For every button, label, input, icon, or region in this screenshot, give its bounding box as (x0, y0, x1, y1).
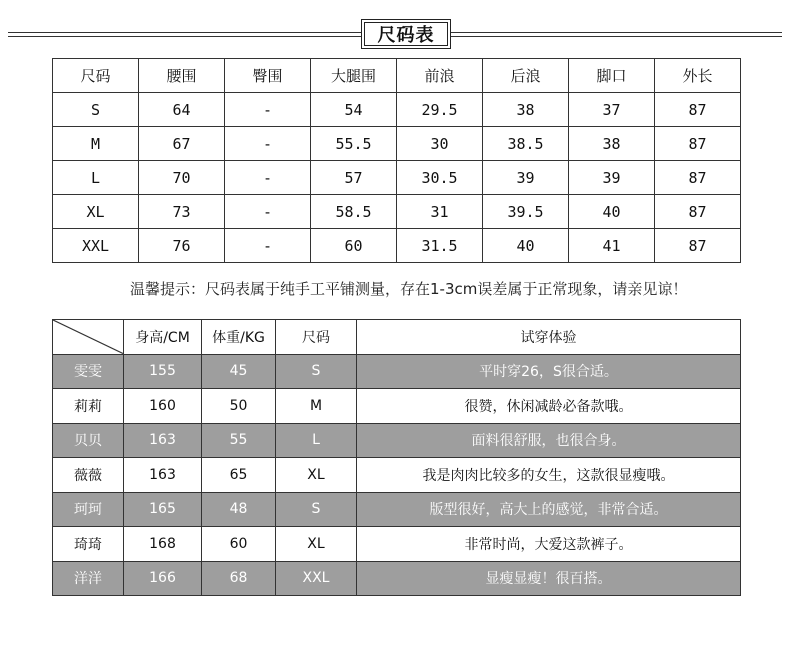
fit-experience-table (52, 319, 741, 596)
size-cell-back-rise: 40 (483, 229, 569, 263)
size-row (53, 93, 741, 127)
size-cell-front-rise: 31.5 (397, 229, 483, 263)
measurement-tip: 温馨提示：尺码表属于纯手工平铺测量，存在1-3cm误差属于正常现象，请亲见谅！ (130, 280, 688, 298)
fit-row (53, 458, 741, 493)
size-cell-hip: - (225, 93, 311, 127)
size-cell-back-rise: 38 (483, 93, 569, 127)
size-cell-size: L (53, 161, 139, 195)
size-cell-thigh: 58.5 (311, 195, 397, 229)
fit-row (53, 527, 741, 562)
size-row (53, 127, 741, 161)
size-cell-front-rise: 29.5 (397, 93, 483, 127)
size-cell-leg-opening: 37 (569, 93, 655, 127)
fit-cell-height: 163 (124, 458, 202, 493)
fit-cell-comment: 平时穿26，S很合适。 (357, 354, 741, 389)
fit-cell-height: 160 (124, 389, 202, 424)
size-cell-size: XXL (53, 229, 139, 263)
fit-cell-size: XL (276, 458, 357, 493)
fit-cell-size: S (276, 354, 357, 389)
size-cell-outseam: 87 (655, 93, 741, 127)
fit-cell-weight: 68 (202, 561, 276, 596)
fit-cell-comment: 我是肉肉比较多的女生，这款很显瘦哦。 (357, 458, 741, 493)
header-fit-size: 尺码 (276, 320, 357, 355)
size-cell-thigh: 55.5 (311, 127, 397, 161)
fit-cell-comment: 显瘦显瘦！很百搭。 (357, 561, 741, 596)
size-cell-hip: - (225, 229, 311, 263)
size-cell-thigh: 60 (311, 229, 397, 263)
header-outseam: 外长 (655, 59, 741, 93)
size-cell-hip: - (225, 195, 311, 229)
size-cell-hip: - (225, 127, 311, 161)
size-cell-size: M (53, 127, 139, 161)
fit-cell-size: M (276, 389, 357, 424)
fit-cell-weight: 45 (202, 354, 276, 389)
size-cell-leg-opening: 40 (569, 195, 655, 229)
fit-cell-weight: 65 (202, 458, 276, 493)
fit-cell-height: 155 (124, 354, 202, 389)
size-cell-front-rise: 31 (397, 195, 483, 229)
size-cell-back-rise: 38.5 (483, 127, 569, 161)
fit-cell-name: 贝贝 (53, 423, 124, 458)
size-cell-leg-opening: 41 (569, 229, 655, 263)
header-leg-opening: 脚口 (569, 59, 655, 93)
size-row (53, 195, 741, 229)
fit-cell-weight: 55 (202, 423, 276, 458)
fit-row (53, 389, 741, 424)
size-cell-leg-opening: 39 (569, 161, 655, 195)
header-thigh: 大腿围 (311, 59, 397, 93)
header-front-rise: 前浪 (397, 59, 483, 93)
fit-cell-size: S (276, 492, 357, 527)
size-cell-hip: - (225, 161, 311, 195)
header-waist: 腰围 (139, 59, 225, 93)
fit-row (53, 561, 741, 596)
fit-cell-name: 莉莉 (53, 389, 124, 424)
size-cell-outseam: 87 (655, 195, 741, 229)
fit-cell-name: 雯雯 (53, 354, 124, 389)
page-title: 尺码表 (361, 19, 451, 49)
fit-cell-height: 165 (124, 492, 202, 527)
header-height: 身高/CM (124, 320, 202, 355)
size-cell-size: S (53, 93, 139, 127)
size-cell-front-rise: 30 (397, 127, 483, 161)
size-cell-outseam: 87 (655, 127, 741, 161)
header-hip: 臀围 (225, 59, 311, 93)
size-chart-table (52, 58, 741, 263)
diagonal-line (53, 320, 123, 354)
size-cell-waist: 70 (139, 161, 225, 195)
size-cell-leg-opening: 38 (569, 127, 655, 161)
size-cell-waist: 67 (139, 127, 225, 161)
fit-cell-size: L (276, 423, 357, 458)
fit-row (53, 423, 741, 458)
fit-cell-weight: 50 (202, 389, 276, 424)
fit-cell-size: XL (276, 527, 357, 562)
header-try-on: 试穿体验 (357, 320, 741, 355)
fit-cell-comment: 非常时尚，大爱这款裤子。 (357, 527, 741, 562)
title-banner (0, 18, 790, 52)
size-cell-waist: 76 (139, 229, 225, 263)
fit-cell-comment: 很赞，休闲减龄必备款哦。 (357, 389, 741, 424)
header-size: 尺码 (53, 59, 139, 93)
size-header-row (53, 59, 741, 93)
header-diagonal-cell (53, 320, 124, 355)
fit-cell-name: 珂珂 (53, 492, 124, 527)
header-weight: 体重/KG (202, 320, 276, 355)
size-cell-outseam: 87 (655, 229, 741, 263)
size-row (53, 161, 741, 195)
fit-cell-size: XXL (276, 561, 357, 596)
size-cell-waist: 73 (139, 195, 225, 229)
fit-cell-name: 洋洋 (53, 561, 124, 596)
size-cell-thigh: 54 (311, 93, 397, 127)
fit-cell-comment: 版型很好，高大上的感觉，非常合适。 (357, 492, 741, 527)
header-back-rise: 后浪 (483, 59, 569, 93)
size-cell-back-rise: 39 (483, 161, 569, 195)
fit-row (53, 492, 741, 527)
fit-cell-name: 薇薇 (53, 458, 124, 493)
size-cell-outseam: 87 (655, 161, 741, 195)
fit-cell-weight: 60 (202, 527, 276, 562)
fit-cell-weight: 48 (202, 492, 276, 527)
fit-header-row (53, 320, 741, 355)
fit-cell-height: 168 (124, 527, 202, 562)
fit-cell-height: 166 (124, 561, 202, 596)
size-cell-size: XL (53, 195, 139, 229)
fit-cell-comment: 面料很舒服，也很合身。 (357, 423, 741, 458)
fit-row (53, 354, 741, 389)
fit-cell-name: 琦琦 (53, 527, 124, 562)
size-cell-waist: 64 (139, 93, 225, 127)
size-row (53, 229, 741, 263)
fit-cell-height: 163 (124, 423, 202, 458)
size-cell-thigh: 57 (311, 161, 397, 195)
size-cell-back-rise: 39.5 (483, 195, 569, 229)
size-cell-front-rise: 30.5 (397, 161, 483, 195)
